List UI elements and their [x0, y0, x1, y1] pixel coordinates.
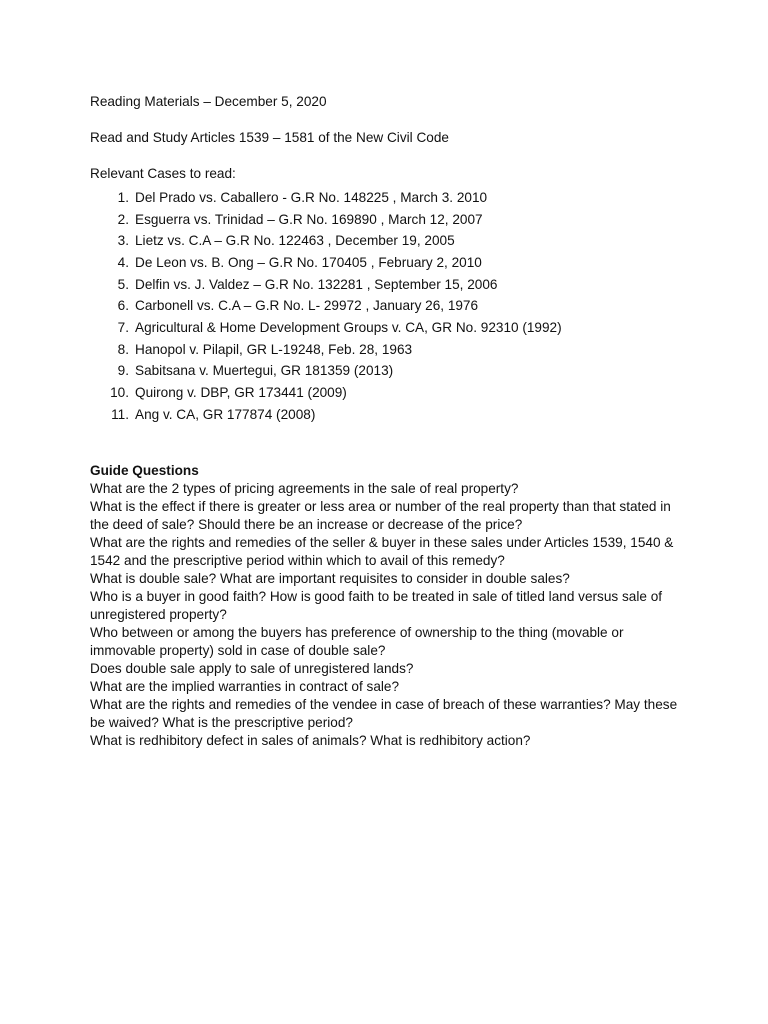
list-number: 3.: [117, 233, 129, 249]
list-number: 10.: [110, 385, 129, 401]
list-number: 4.: [117, 254, 129, 270]
cases-label: Relevant Cases to read:: [90, 166, 236, 181]
guide-questions-list: [90, 480, 730, 750]
study-instruction: Read and Study Articles 1539 – 1581 of the New Civil Code: [90, 130, 449, 145]
cases-list: [90, 187, 730, 426]
list-item: [90, 382, 730, 404]
list-item: [90, 361, 730, 383]
list-number: 9.: [117, 363, 129, 379]
guide-question: What are the 2 types of pricing agreements in the sale of real property?: [90, 480, 519, 496]
case-text: Esguerra vs. Trinidad – G.R No. 169890 , March 12, 2007: [135, 211, 483, 227]
list-item: [90, 274, 730, 296]
case-text: Del Prado vs. Caballero - G.R No. 148225 , March 3. 2010: [135, 189, 488, 205]
case-text: Agricultural & Home Development Groups v. CA, GR No. 92310 (1992): [135, 319, 562, 335]
case-text: Sabitsana v. Muertegui, GR 181359 (2013): [135, 363, 394, 379]
guide-question: What is the effect if there is greater or less area or number of the real property than that stated in the deed of sale? Should there be an increase or decrease of the price?: [90, 498, 671, 532]
case-text: Quirong v. DBP, GR 173441 (2009): [135, 385, 347, 401]
guide-question: Who is a buyer in good faith? How is good faith to be treated in sale of titled land versus sale of unregistered property?: [90, 588, 663, 622]
case-text: De Leon vs. B. Ong – G.R No. 170405 , February 2, 2010: [135, 254, 482, 270]
list-item: [90, 252, 730, 274]
list-item: [90, 187, 730, 209]
list-item: [90, 404, 730, 426]
guide-question: What are the implied warranties in contract of sale?: [90, 678, 400, 694]
list-number: 6.: [117, 298, 129, 314]
guide-question: What are the rights and remedies of the seller & buyer in these sales under Articles 1539, 1540 & 1542 and the prescriptive period within which to avail of this remedy?: [90, 534, 674, 568]
list-number: 7.: [117, 319, 129, 335]
case-text: Ang v. CA, GR 177874 (2008): [135, 406, 316, 422]
document-title: Reading Materials – December 5, 2020: [90, 94, 327, 109]
case-text: Carbonell vs. C.A – G.R No. L- 29972 , January 26, 1976: [135, 298, 479, 314]
case-text: Delfin vs. J. Valdez – G.R No. 132281 , September 15, 2006: [135, 276, 498, 292]
list-item: [90, 295, 730, 317]
list-item: [90, 317, 730, 339]
guide-question: What are the rights and remedies of the vendee in case of breach of these warranties? May these be waived? What is the prescriptive period?: [90, 696, 678, 730]
list-item: [90, 209, 730, 231]
case-text: Hanopol v. Pilapil, GR L-19248, Feb. 28, 1963: [135, 341, 413, 357]
guide-question: Who between or among the buyers has preference of ownership to the thing (movable or immovable property) sold in case of double sale?: [90, 624, 624, 658]
list-item: [90, 339, 730, 361]
guide-question: Does double sale apply to sale of unregistered lands?: [90, 660, 414, 676]
guide-questions-heading: Guide Questions: [90, 462, 199, 478]
case-text: Lietz vs. C.A – G.R No. 122463 , December 19, 2005: [135, 233, 455, 249]
list-item: [90, 230, 730, 252]
list-number: 8.: [117, 341, 129, 357]
list-number: 2.: [117, 211, 129, 227]
guide-question: What is double sale? What are important requisites to consider in double sales?: [90, 570, 570, 586]
guide-question: What is redhibitory defect in sales of animals? What is redhibitory action?: [90, 732, 531, 748]
document-page: [90, 93, 730, 750]
list-number: 11.: [111, 406, 129, 422]
list-number: 1.: [117, 189, 129, 205]
list-number: 5.: [117, 276, 129, 292]
